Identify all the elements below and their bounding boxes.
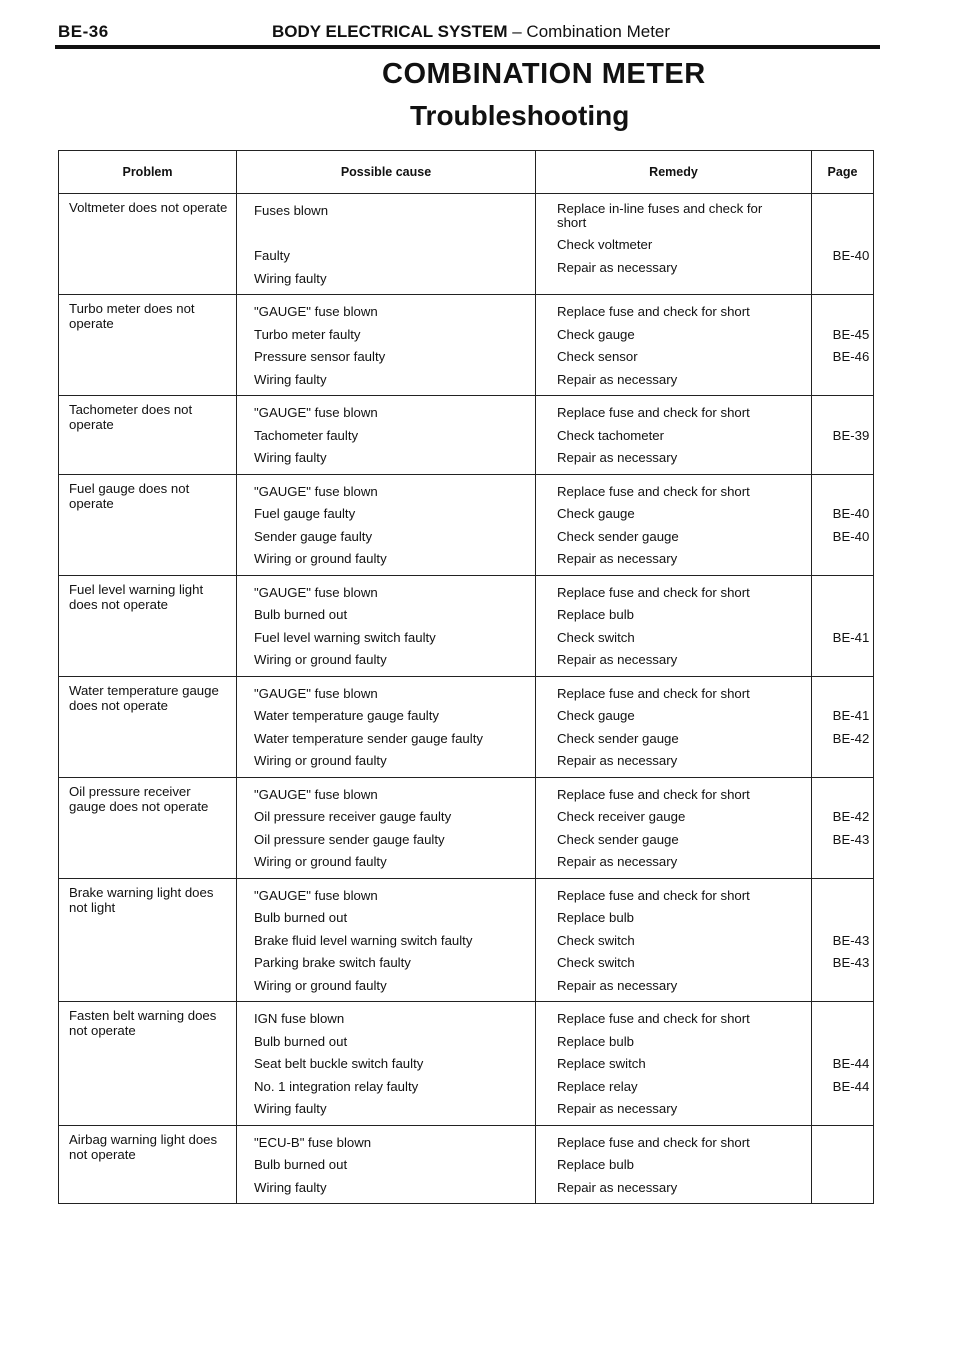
page-subtitle: Troubleshooting bbox=[410, 100, 630, 131]
cause-item: Tachometer faulty bbox=[254, 427, 359, 443]
cause-item: "GAUGE" fuse blown bbox=[254, 887, 378, 903]
remedy-item: Repair as necessary bbox=[557, 371, 678, 387]
remedy-item: Check sender gauge bbox=[557, 730, 679, 746]
problem-cell: Water temperature gauge does not operate bbox=[59, 676, 237, 777]
remedy-item: Replace bulb bbox=[557, 607, 634, 622]
page-ref bbox=[829, 885, 873, 908]
table-row bbox=[59, 777, 874, 878]
problem-cell: Fasten belt warning does not operate bbox=[59, 1002, 237, 1126]
page-ref bbox=[829, 851, 873, 874]
page-ref bbox=[829, 268, 873, 291]
column-header-remedy: Remedy bbox=[536, 151, 812, 194]
remedy-item: Check gauge bbox=[557, 506, 635, 521]
remedy-item: Repair as necessary bbox=[557, 753, 678, 768]
cause-item: Faulty bbox=[254, 248, 290, 263]
remedy-cell bbox=[536, 1002, 812, 1126]
remedy-item: Repair as necessary bbox=[557, 259, 678, 275]
cause-item: "GAUGE" fuse blown bbox=[254, 786, 378, 802]
troubleshooting-table bbox=[58, 150, 874, 1204]
table-row bbox=[59, 676, 874, 777]
page-cell bbox=[812, 396, 874, 475]
cause-item: "GAUGE" fuse blown bbox=[254, 304, 378, 319]
remedy-item: Check tachometer bbox=[557, 427, 665, 443]
remedy-item: Replace fuse and check for short bbox=[557, 685, 750, 701]
cause-cell bbox=[237, 1125, 536, 1204]
page-header bbox=[58, 22, 882, 44]
remedy-item: Check voltmeter bbox=[557, 237, 653, 252]
header-section: BODY ELECTRICAL SYSTEM bbox=[272, 22, 508, 41]
page-cell bbox=[812, 194, 874, 295]
page-ref bbox=[829, 975, 873, 998]
remedy-item: Repair as necessary bbox=[557, 652, 678, 667]
cause-item: IGN fuse blown bbox=[254, 1011, 345, 1026]
cause-item: Bulb burned out bbox=[254, 910, 348, 925]
page-ref bbox=[829, 1008, 873, 1031]
cause-cell bbox=[237, 575, 536, 676]
cause-cell bbox=[237, 295, 536, 396]
column-header-problem: Problem bbox=[59, 151, 237, 194]
cause-item: Pressure sensor faulty bbox=[254, 349, 386, 364]
remedy-item: Replace bulb bbox=[557, 1033, 634, 1049]
remedy-item: Replace relay bbox=[557, 1078, 638, 1094]
remedy-item: Replace fuse and check for short bbox=[557, 1134, 750, 1150]
problem-cell: Oil pressure receiver gauge does not operate bbox=[59, 777, 237, 878]
table-row bbox=[59, 1125, 874, 1204]
table-body bbox=[59, 194, 874, 1204]
page-cell bbox=[812, 295, 874, 396]
remedy-item: Replace in-line fuses and check for short bbox=[557, 201, 763, 230]
page-ref bbox=[829, 402, 873, 425]
page-ref bbox=[829, 784, 873, 807]
page-ref: BE-42 bbox=[832, 730, 870, 746]
cause-item: Wiring faulty bbox=[254, 1101, 327, 1116]
cause-item: Parking brake switch faulty bbox=[254, 955, 411, 970]
remedy-item: Check sender gauge bbox=[557, 528, 679, 544]
cause-item: Oil pressure sender gauge faulty bbox=[254, 831, 445, 847]
page-ref bbox=[829, 481, 873, 504]
remedy-item: Replace switch bbox=[557, 1056, 646, 1071]
page-ref bbox=[829, 649, 873, 672]
cause-item: Fuel level warning switch faulty bbox=[254, 629, 436, 645]
problem-cell: Fuel gauge does not operate bbox=[59, 474, 237, 575]
cause-item: Oil pressure receiver gauge faulty bbox=[254, 809, 452, 824]
remedy-item: Replace bulb bbox=[557, 1157, 634, 1172]
page-ref: BE-39 bbox=[832, 427, 870, 443]
page-ref: BE-43 bbox=[832, 932, 870, 948]
page-ref bbox=[829, 683, 873, 706]
cause-item: Turbo meter faulty bbox=[254, 326, 361, 342]
remedy-cell bbox=[536, 575, 812, 676]
remedy-item: Check gauge bbox=[557, 708, 635, 723]
remedy-item: Repair as necessary bbox=[557, 977, 678, 993]
page-ref bbox=[829, 604, 873, 627]
remedy-item: Check gauge bbox=[557, 326, 635, 342]
remedy-cell bbox=[536, 1125, 812, 1204]
cause-item: Fuel gauge faulty bbox=[254, 506, 356, 521]
cause-item: Bulb burned out bbox=[254, 607, 348, 622]
cause-item: Seat belt buckle switch faulty bbox=[254, 1056, 424, 1071]
remedy-item: Repair as necessary bbox=[557, 450, 678, 465]
page-ref: BE-42 bbox=[832, 809, 870, 824]
problem-cell: Voltmeter does not operate bbox=[59, 194, 237, 295]
cause-item: Fuses blown bbox=[254, 203, 329, 218]
cause-item: Wiring or ground faulty bbox=[254, 854, 387, 869]
remedy-item: Replace bulb bbox=[557, 910, 634, 925]
remedy-item: Repair as necessary bbox=[557, 551, 678, 566]
remedy-cell bbox=[536, 194, 812, 295]
page-cell bbox=[812, 474, 874, 575]
remedy-item: Check sensor bbox=[557, 349, 638, 364]
remedy-item: Replace fuse and check for short bbox=[557, 1011, 750, 1026]
cause-item: "GAUGE" fuse blown bbox=[254, 483, 378, 499]
page-ref: BE-43 bbox=[832, 831, 870, 847]
cause-item: Wiring faulty bbox=[254, 450, 327, 465]
page-ref: BE-40 bbox=[832, 248, 870, 263]
cause-item: "GAUGE" fuse blown bbox=[254, 405, 378, 420]
page-code: BE-36 bbox=[58, 22, 109, 41]
page-cell bbox=[812, 575, 874, 676]
remedy-cell bbox=[536, 878, 812, 1002]
table-row bbox=[59, 878, 874, 1002]
table-row bbox=[59, 396, 874, 475]
page-ref bbox=[829, 750, 873, 773]
table-row bbox=[59, 474, 874, 575]
cause-cell bbox=[237, 878, 536, 1002]
remedy-item: Replace fuse and check for short bbox=[557, 304, 750, 319]
page-ref: BE-41 bbox=[832, 708, 870, 723]
remedy-item: Replace fuse and check for short bbox=[557, 483, 750, 499]
cause-item: Wiring faulty bbox=[254, 1179, 327, 1195]
remedy-item: Replace fuse and check for short bbox=[557, 405, 750, 420]
page-ref bbox=[829, 582, 873, 605]
column-header-cause: Possible cause bbox=[237, 151, 536, 194]
cause-cell bbox=[237, 676, 536, 777]
table-row bbox=[59, 575, 874, 676]
table-row bbox=[59, 194, 874, 295]
remedy-cell bbox=[536, 295, 812, 396]
column-header-page: Page bbox=[812, 151, 874, 194]
page-cell bbox=[812, 878, 874, 1002]
remedy-item: Check receiver gauge bbox=[557, 809, 686, 824]
page-ref bbox=[829, 1154, 873, 1177]
page-ref bbox=[829, 223, 873, 246]
cause-item: Bulb burned out bbox=[254, 1033, 348, 1049]
table-row bbox=[59, 1002, 874, 1126]
cause-item: Bulb burned out bbox=[254, 1157, 348, 1172]
page-ref bbox=[829, 447, 873, 470]
cause-item: Wiring or ground faulty bbox=[254, 551, 387, 566]
header-rule bbox=[55, 45, 880, 49]
cause-item: Water temperature gauge faulty bbox=[254, 708, 439, 723]
problem-cell: Airbag warning light does not operate bbox=[59, 1125, 237, 1204]
remedy-item: Replace fuse and check for short bbox=[557, 584, 750, 600]
cause-item: Sender gauge faulty bbox=[254, 528, 373, 544]
cause-cell bbox=[237, 474, 536, 575]
page-cell bbox=[812, 777, 874, 878]
page-ref: BE-41 bbox=[832, 629, 870, 645]
cause-item bbox=[254, 223, 535, 246]
page-ref: BE-46 bbox=[832, 349, 870, 364]
cause-cell bbox=[237, 777, 536, 878]
remedy-item: Repair as necessary bbox=[557, 1179, 678, 1195]
cause-cell bbox=[237, 1002, 536, 1126]
remedy-item: Replace fuse and check for short bbox=[557, 887, 750, 903]
page-ref: BE-44 bbox=[832, 1056, 870, 1071]
cause-item: Brake fluid level warning switch faulty bbox=[254, 932, 473, 948]
header-title bbox=[272, 22, 670, 42]
cause-item: Wiring or ground faulty bbox=[254, 977, 387, 993]
cause-item: Water temperature sender gauge faulty bbox=[254, 730, 483, 746]
table-row bbox=[59, 295, 874, 396]
header-subsection: Combination Meter bbox=[526, 22, 671, 41]
page-ref bbox=[829, 301, 873, 324]
cause-item: Wiring or ground faulty bbox=[254, 753, 387, 768]
cause-item: No. 1 integration relay faulty bbox=[254, 1078, 419, 1094]
cause-item: Wiring faulty bbox=[254, 270, 327, 286]
remedy-item: Check switch bbox=[557, 629, 635, 645]
page-cell bbox=[812, 676, 874, 777]
remedy-item: Check sender gauge bbox=[557, 831, 679, 847]
remedy-item: Replace fuse and check for short bbox=[557, 786, 750, 802]
remedy-cell bbox=[536, 777, 812, 878]
remedy-item: Repair as necessary bbox=[557, 1101, 678, 1116]
page-title: COMBINATION METER bbox=[382, 58, 706, 90]
cause-item: "GAUGE" fuse blown bbox=[254, 584, 378, 600]
problem-cell: Brake warning light does not light bbox=[59, 878, 237, 1002]
remedy-cell bbox=[536, 474, 812, 575]
page-ref: BE-40 bbox=[832, 528, 870, 544]
page-ref bbox=[829, 1132, 873, 1155]
problem-cell: Fuel level warning light does not operate bbox=[59, 575, 237, 676]
page-ref bbox=[829, 200, 873, 223]
cause-item: Wiring or ground faulty bbox=[254, 652, 387, 667]
remedy-item: Check switch bbox=[557, 932, 635, 948]
page-ref: BE-44 bbox=[832, 1078, 870, 1094]
remedy-cell bbox=[536, 676, 812, 777]
header-separator: – bbox=[507, 22, 527, 41]
page-ref: BE-45 bbox=[832, 326, 870, 342]
remedy-item: Repair as necessary bbox=[557, 854, 678, 869]
page-ref bbox=[829, 1031, 873, 1054]
page-ref: BE-43 bbox=[832, 955, 870, 970]
page-ref: BE-40 bbox=[832, 506, 870, 521]
remedy-cell bbox=[536, 396, 812, 475]
page-cell bbox=[812, 1125, 874, 1204]
page-ref bbox=[829, 907, 873, 930]
page-ref bbox=[829, 548, 873, 571]
cause-item: "GAUGE" fuse blown bbox=[254, 685, 378, 701]
page-ref bbox=[829, 369, 873, 392]
remedy-item: Check switch bbox=[557, 955, 635, 970]
page-ref bbox=[829, 1177, 873, 1200]
cause-cell bbox=[237, 194, 536, 295]
cause-item: Wiring faulty bbox=[254, 371, 327, 387]
cause-cell bbox=[237, 396, 536, 475]
page-ref bbox=[829, 1098, 873, 1121]
table-header-row bbox=[59, 151, 874, 194]
problem-cell: Turbo meter does not operate bbox=[59, 295, 237, 396]
page-cell bbox=[812, 1002, 874, 1126]
problem-cell: Tachometer does not operate bbox=[59, 396, 237, 475]
cause-item: "ECU-B" fuse blown bbox=[254, 1134, 372, 1150]
